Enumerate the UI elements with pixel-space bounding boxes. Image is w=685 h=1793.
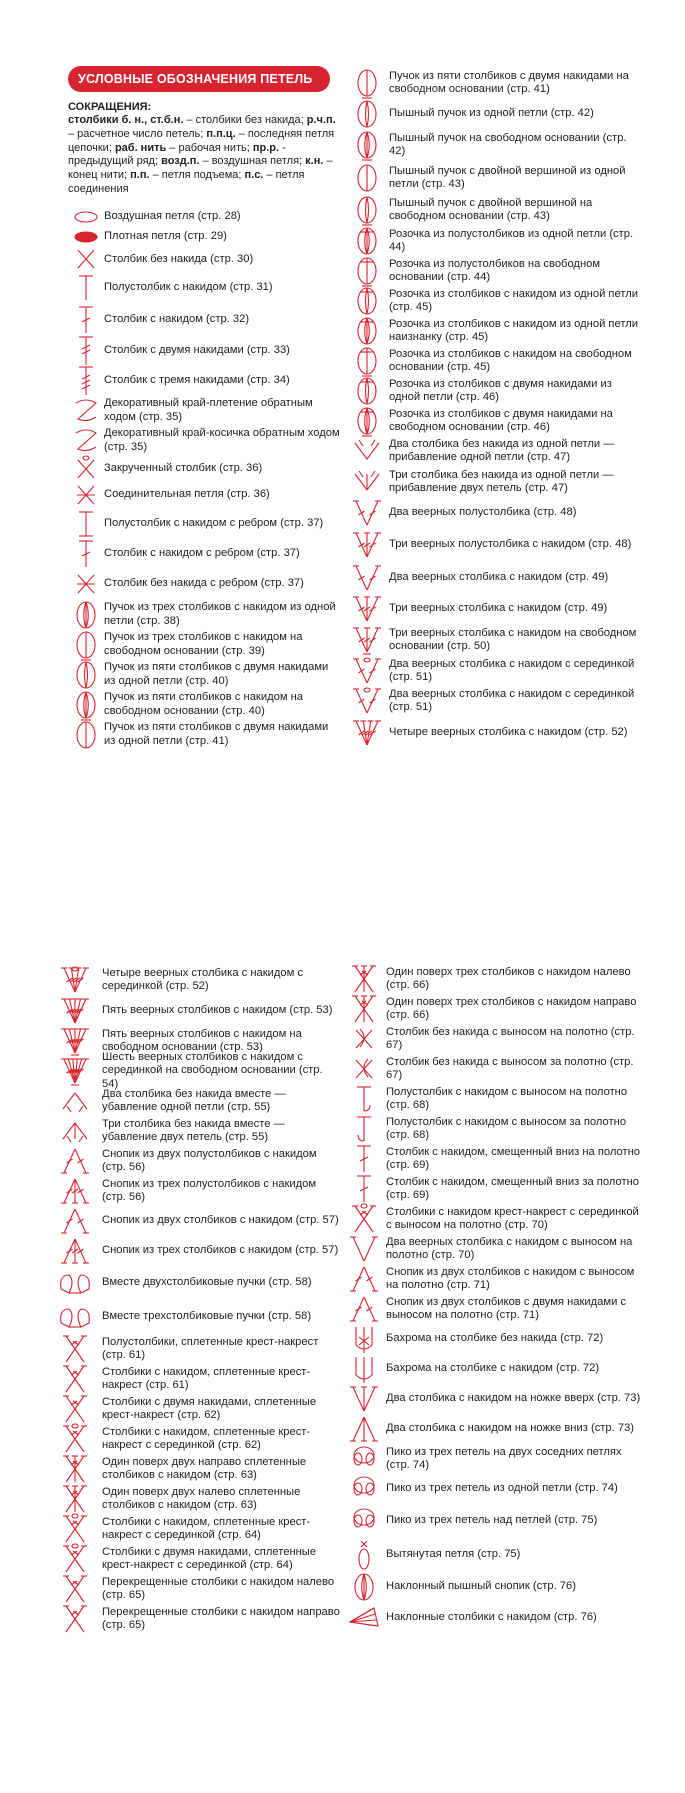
legend-row (342, 964, 642, 994)
legend-row (342, 1602, 642, 1634)
reverse-edge-icon (68, 396, 104, 426)
legend-label: Три веерных столбика с накидом на свободном основании (стр. 50) (389, 626, 637, 652)
double-crochet-icon (68, 304, 104, 336)
legend-row (68, 660, 340, 690)
abbreviation-definition: – петля соединения (68, 169, 305, 195)
abbreviation-definition: – рабочая нить; (166, 141, 253, 154)
abbreviation-definition: – воздушная петля; (199, 155, 306, 168)
legend-label: Розочка из столбиков с накидом из одной петли (стр. 45) (389, 287, 638, 313)
cluster-5-tr-icon (68, 660, 104, 690)
legend-row (345, 624, 645, 656)
legend-row (345, 316, 645, 346)
legend-row (68, 227, 340, 247)
fan-5-dc-free-icon (48, 1026, 102, 1056)
slanted-puff-icon (342, 1572, 386, 1602)
fringe-sc-icon (342, 1324, 386, 1354)
legend-row (342, 1324, 642, 1354)
legend-label: Полустолбик с накидом (стр. 31) (104, 281, 273, 294)
legend-row (48, 1116, 340, 1146)
legend-label: Вместе трехстолбиковые пучки (стр. 58) (102, 1310, 312, 1323)
legend-label: Столбики с двумя накидами, сплетенные крест-накрест с серединкой (стр. 64) (102, 1545, 317, 1571)
legend-row (342, 1384, 642, 1414)
abbreviations-text (68, 114, 340, 197)
crossed-tr-icon (48, 1394, 102, 1424)
legend-label: Розочка из столбиков с двумя накидами на свободном основании (стр. 46) (389, 407, 613, 433)
legend-label: Снопик из двух столбиков с накидом (стр. 57) (102, 1214, 339, 1227)
legend-row (345, 162, 645, 194)
legend-label: Столбик без накида с выносом за полотно (стр. 67) (386, 1055, 634, 1081)
legend-row (342, 1572, 642, 1602)
legend-label: Пучок из пяти столбиков с двумя накидами на свободном основании (стр. 41) (389, 69, 629, 95)
legend-row (68, 207, 340, 227)
fan-2-dc-ch-icon (345, 656, 389, 686)
legend-label: Столбик с накидом, смещенный вниз за полотно (стр. 69) (386, 1175, 639, 1201)
legend-label: Столбик с двумя накидами (стр. 33) (104, 344, 290, 357)
picot-3-over-icon (342, 1504, 386, 1538)
abbreviation-term: п.п. (130, 169, 150, 182)
legend-label: Пико из трех петель из одной петли (стр. 74) (386, 1482, 618, 1495)
symbol-list (345, 66, 645, 750)
legend-label: Столбики с накидом крест-накрест с серединкой с выносом на полотно (стр. 70) (386, 1205, 639, 1231)
sc-front-icon (342, 1024, 386, 1054)
abbreviations-heading: СОКРАЩЕНИЯ: (68, 101, 152, 113)
legend-label: Три столбика без накида вместе — убавление двух петель (стр. 55) (102, 1117, 285, 1143)
abbreviation-term: возд.п. (161, 155, 200, 168)
legend-label: Бахрома на столбике с накидом (стр. 72) (386, 1362, 600, 1375)
legend-row (342, 1538, 642, 1572)
legend-label: Пышный пучок из одной петли (стр. 42) (389, 107, 594, 120)
page2-right-column (342, 964, 642, 1634)
legend-label: Три веерных полустолбика с накидом (стр. 48) (389, 538, 632, 551)
legend-label: Воздушная петля (стр. 28) (104, 210, 241, 223)
legend-row (68, 600, 340, 630)
legend-row (48, 1050, 340, 1090)
sc-dec-2-icon (48, 1086, 102, 1116)
connecting-stitch-icon (68, 482, 104, 508)
fan-2-hdc-icon (345, 498, 389, 528)
legend-label: Декоративный край-косичка обратным ходом (стр. 35) (104, 427, 340, 453)
legend-row (342, 1444, 642, 1474)
fringe-dc-icon (342, 1354, 386, 1384)
over-two-left-icon (48, 1484, 102, 1514)
legend-row (345, 716, 645, 750)
cluster-5-tr-free-icon (345, 66, 389, 100)
fan-4-dc-icon (345, 716, 389, 750)
ribbed-half-double-icon (68, 508, 104, 540)
legend-label: Столбики с накидом, сплетенные крест-накрест (стр. 61) (102, 1365, 311, 1391)
legend-label: Снопик из трех полустолбиков с накидом (стр. 56) (102, 1177, 317, 1203)
popcorn-dc-back-icon (345, 316, 389, 346)
crossed-dc-icon (48, 1364, 102, 1394)
fan-3-dc-free-icon (345, 624, 389, 656)
legend-label: Столбик без накида с выносом на полотно (стр. 67) (386, 1025, 635, 1051)
legend-row (345, 562, 645, 594)
legend-row (48, 1514, 340, 1544)
legend-row (48, 964, 340, 996)
legend-label: Наклонный пышный снопик (стр. 76) (386, 1580, 576, 1593)
legend-label: Закрученный столбик (стр. 36) (104, 462, 263, 475)
legend-label: Два столбика с накидом на ножке вниз (стр. 73) (386, 1422, 635, 1435)
over-three-left-icon (342, 964, 386, 994)
legend-row (345, 656, 645, 686)
legend-label: Перекрещенные столбики с накидом налево (стр. 65) (102, 1575, 335, 1601)
legend-label: Три веерных столбика с накидом (стр. 49) (389, 602, 608, 615)
legend-row (68, 247, 340, 272)
legend-label: Пико из трех петель над петлей (стр. 75) (386, 1514, 598, 1527)
hdc-front-post-icon (342, 1084, 386, 1114)
cluster-5-tr2-icon (68, 720, 104, 750)
fan-2-fp-icon (342, 1234, 386, 1264)
legend-row (48, 1574, 340, 1604)
abbreviation-term: раб. нить (114, 141, 167, 154)
legend-label: Четыре веерных столбика с накидом с серединкой (стр. 52) (102, 966, 304, 992)
cluster-5-free-icon (68, 690, 104, 720)
legend-row (342, 1114, 642, 1144)
legend-row (48, 996, 340, 1026)
legend-label: Розочка из столбиков с накидом на свободном основании (стр. 45) (389, 347, 632, 373)
crossed-tr-ch-icon (48, 1544, 102, 1574)
legend-row (345, 466, 645, 498)
cluster-3-free-icon (68, 630, 104, 660)
braid-edge-icon (68, 426, 104, 456)
popcorn-hdc-icon (345, 226, 389, 256)
legend-row (48, 1454, 340, 1484)
fan-2-dc-ch2-icon (345, 686, 389, 716)
abbreviation-definition: – конец нити; (68, 155, 333, 182)
legend-row (345, 498, 645, 528)
legend-row (345, 376, 645, 406)
stem-down-icon (342, 1414, 386, 1444)
abbreviation-term: к.н. (305, 155, 324, 168)
dc-spike-front-icon (342, 1144, 386, 1174)
legend-row (68, 568, 340, 600)
sc-increase-2-icon (345, 436, 389, 466)
elongated-loop-icon (342, 1538, 386, 1572)
legend-label: Два столбика с накидом на ножке вверх (стр. 73) (386, 1392, 641, 1405)
cluster-2-together-icon (48, 1266, 102, 1300)
dc3tog-icon (48, 1236, 102, 1266)
picot-3-one-icon (342, 1474, 386, 1504)
legend-row (48, 1484, 340, 1514)
legend-row (342, 1264, 642, 1294)
legend-row (342, 1144, 642, 1174)
legend-row (68, 540, 340, 568)
legend-row (345, 286, 645, 316)
crossed-hdc-icon (48, 1334, 102, 1364)
legend-label: Бахрома на столбике без накида (стр. 72) (386, 1332, 604, 1345)
fan-4-dc-ch-icon (48, 964, 102, 996)
page-title: УСЛОВНЫЕ ОБОЗНАЧЕНИЯ ПЕТЕЛЬ (68, 66, 330, 92)
legend-label: Плотная петля (стр. 29) (104, 230, 227, 243)
legend-row (68, 366, 340, 396)
legend-row (68, 336, 340, 366)
legend-row (48, 1364, 340, 1394)
abbreviation-definition: – расчетное число петель; (68, 127, 207, 140)
single-crochet-icon (68, 247, 104, 272)
legend-label: Столбики с двумя накидами, сплетенные крест-накрест (стр. 62) (102, 1395, 317, 1421)
abbreviation-term: р.ч.п. (306, 114, 336, 126)
fan-2-dc-icon (345, 562, 389, 594)
legend-label: Розочка из полустолбиков из одной петли (стр. 44) (389, 227, 634, 253)
legend-label: Полустолбик с накидом с ребром (стр. 37) (104, 517, 324, 530)
legend-label: Столбики с накидом, сплетенные крест-накрест с серединкой (стр. 64) (102, 1515, 311, 1541)
legend-row (345, 406, 645, 436)
legend-row (68, 304, 340, 336)
legend-row (345, 194, 645, 226)
legend-row (48, 1146, 340, 1176)
legend-label: Розочка из столбиков с накидом из одной петли наизнанку (стр. 45) (389, 317, 638, 343)
abbreviation-definition: – последняя петля цепочки; (68, 127, 335, 154)
legend-row (342, 1504, 642, 1538)
legend-label: Полустолбики, сплетенные крест-накрест (стр. 61) (102, 1335, 319, 1361)
legend-row (342, 1294, 642, 1324)
legend-label: Пышный пучок с двойной вершиной на свободном основании (стр. 43) (389, 196, 593, 222)
puff-stitch-icon (345, 100, 389, 128)
legend-label: Вытянутая петля (стр. 75) (386, 1548, 521, 1561)
abbreviation-term: столбики б. н., ст.б.н. (68, 114, 184, 126)
legend-row (345, 256, 645, 286)
symbol-list (48, 964, 340, 1634)
legend-row (68, 720, 340, 750)
legend-label: Перекрещенные столбики с накидом направо (стр. 65) (102, 1605, 340, 1631)
legend-row (48, 1334, 340, 1364)
legend-row (68, 630, 340, 660)
slanted-dc-icon (342, 1602, 386, 1634)
crossed-fp-ch-icon (342, 1204, 386, 1234)
legend-row (68, 272, 340, 304)
legend-row (342, 1234, 642, 1264)
sc-dec-3-icon (48, 1116, 102, 1146)
legend-row (68, 482, 340, 508)
over-three-right-icon (342, 994, 386, 1024)
legend-label: Соединительная петля (стр. 36) (104, 488, 270, 501)
legend-label: Пучок из трех столбиков с накидом из одной петли (стр. 38) (104, 601, 336, 627)
puff-double-top-icon (345, 162, 389, 194)
legend-label: Наклонные столбики с накидом (стр. 76) (386, 1611, 597, 1624)
legend-label: Два столбика без накида вместе — убавление одной петли (стр. 55) (102, 1087, 286, 1113)
ribbed-single-icon (68, 568, 104, 600)
legend-label: Два веерных столбика с накидом (стр. 49) (389, 571, 609, 584)
fan-5-dc-icon (48, 996, 102, 1026)
half-double-crochet-icon (68, 272, 104, 304)
legend-label: Шесть веерных столбиков с накидом с серединкой на свободном основании (стр. 54) (102, 1050, 323, 1090)
tr2tog-fp-icon (342, 1294, 386, 1324)
hdc3tog-icon (48, 1176, 102, 1206)
legend-label: Снопик из трех столбиков с накидом (стр. 57) (102, 1244, 339, 1257)
legend-label: Полустолбик с накидом с выносом за полотно (стр. 68) (386, 1115, 627, 1141)
legend-label: Столбик без накида (стр. 30) (104, 252, 254, 265)
dc2tog-fp-icon (342, 1264, 386, 1294)
crossed-right-icon (48, 1604, 102, 1634)
legend-row (68, 456, 340, 482)
legend-label: Один поверх трех столбиков с накидом направо (стр. 66) (386, 995, 637, 1021)
legend-label: Пышный пучок с двойной вершиной из одной петли (стр. 43) (389, 164, 626, 190)
legend-label: Столбик с накидом (стр. 32) (104, 313, 250, 326)
abbreviation-definition: - предыдущий ряд; (68, 141, 286, 168)
legend-label: Два столбика без накида из одной петли — прибавление одной петли (стр. 47) (389, 437, 615, 463)
legend-row (345, 686, 645, 716)
page1-right-column (345, 66, 645, 750)
legend-row (48, 1206, 340, 1236)
legend-label: Столбики с накидом, сплетенные крест-накрест с серединкой (стр. 62) (102, 1425, 311, 1451)
legend-row (342, 1354, 642, 1384)
legend-label: Пять веерных столбиков с накидом на свободном основании (стр. 53) (102, 1027, 302, 1053)
legend-row (345, 594, 645, 624)
legend-label: Декоративный край-плетение обратным ходом (стр. 35) (104, 397, 313, 423)
over-two-right-icon (48, 1454, 102, 1484)
symbol-list (68, 207, 340, 750)
abbreviation-term: п.с. (244, 169, 264, 182)
legend-label: Пучок из пяти столбиков с накидом на свободном основании (стр. 40) (104, 691, 304, 717)
cluster-3-icon (68, 600, 104, 630)
legend-row (342, 1204, 642, 1234)
legend-label: Столбик с тремя накидами (стр. 34) (104, 374, 290, 387)
legend-row (48, 1086, 340, 1116)
legend-label: Полустолбик с накидом с выносом на полотно (стр. 68) (386, 1085, 628, 1111)
legend-row (345, 66, 645, 100)
crossed-left-icon (48, 1574, 102, 1604)
legend-label: Розочка из столбиков с двумя накидами из одной петли (стр. 46) (389, 377, 612, 403)
symbol-list (342, 964, 642, 1634)
puff-double-top-free-icon (345, 194, 389, 226)
legend-row (48, 1604, 340, 1634)
hdc2tog-icon (48, 1146, 102, 1176)
popcorn-hdc-free-icon (345, 256, 389, 286)
abbreviation-term: пр.р. (252, 141, 280, 154)
legend-row (68, 396, 340, 426)
sc-back-icon (342, 1054, 386, 1084)
legend-label: Два веерных столбика с накидом с серединкой (стр. 51) (389, 687, 635, 713)
legend-row (48, 1394, 340, 1424)
fan-6-dc-free-icon (48, 1056, 102, 1086)
legend-label: Снопик из двух столбиков с двумя накидами с выносом на полотно (стр. 71) (386, 1295, 627, 1321)
popcorn-tr-free-icon (345, 406, 389, 436)
crossed-dc-ch2-icon (48, 1514, 102, 1544)
picot-3-neighbor-icon (342, 1444, 386, 1474)
legend-label: Столбик с накидом, смещенный вниз на полотно (стр. 69) (386, 1145, 641, 1171)
abbreviation-definition: – столбики без накида; (183, 114, 307, 126)
legend-row (342, 1084, 642, 1114)
legend-label: Два веерных полустолбика (стр. 48) (389, 506, 577, 519)
popcorn-dc-free-icon (345, 346, 389, 376)
legend-label: Один поверх двух налево сплетенные столбиков с накидом (стр. 63) (102, 1485, 301, 1511)
page2-left-column (48, 964, 340, 1634)
legend-row (345, 436, 645, 466)
legend-label: Два веерных столбика с накидом с выносом на полотно (стр. 70) (386, 1235, 633, 1261)
legend-label: Один поверх двух направо сплетенные столбиков с накидом (стр. 63) (102, 1455, 307, 1481)
legend-row (342, 1174, 642, 1204)
puff-free-icon (345, 128, 389, 162)
legend-label: Три столбика без накида из одной петли — прибавление двух петель (стр. 47) (389, 468, 614, 494)
legend-label: Один поверх трех столбиков с накидом налево (стр. 66) (386, 965, 631, 991)
legend-label: Пучок из трех столбиков с накидом на свободном основании (стр. 39) (104, 631, 303, 657)
legend-row (345, 226, 645, 256)
twisted-stitch-icon (68, 456, 104, 482)
legend-label: Снопик из двух столбиков с накидом с выносом на полотно (стр. 71) (386, 1265, 635, 1291)
crossed-dc-ch-icon (48, 1424, 102, 1454)
ribbed-double-icon (68, 540, 104, 568)
legend-row (48, 1424, 340, 1454)
legend-row (48, 1544, 340, 1574)
fan-3-dc-icon (345, 594, 389, 624)
legend-label: Два веерных столбика с накидом с серединкой (стр. 51) (389, 657, 635, 683)
legend-row (345, 528, 645, 562)
fan-3-hdc-icon (345, 528, 389, 562)
treble-crochet-icon (68, 336, 104, 366)
legend-row (342, 994, 642, 1024)
sc-increase-3-icon (345, 466, 389, 498)
legend-label: Пять веерных столбиков с накидом (стр. 53) (102, 1004, 333, 1017)
legend-label: Вместе двухстолбиковые пучки (стр. 58) (102, 1276, 312, 1289)
legend-label: Снопик из двух полустолбиков с накидом (стр. 56) (102, 1147, 317, 1173)
legend-label: Столбик без накида с ребром (стр. 37) (104, 577, 304, 590)
legend-label: Столбик с накидом с ребром (стр. 37) (104, 547, 300, 560)
legend-label: Пико из трех петель на двух соседних петлях (стр. 74) (386, 1445, 622, 1471)
legend-row (342, 1414, 642, 1444)
dc-spike-back-icon (342, 1174, 386, 1204)
dc2tog-icon (48, 1206, 102, 1236)
legend-row (68, 508, 340, 540)
popcorn-dc-icon (345, 286, 389, 316)
legend-row (342, 1054, 642, 1084)
legend-row (48, 1236, 340, 1266)
hdc-back-post-icon (342, 1114, 386, 1144)
legend-row (345, 128, 645, 162)
legend-label: Четыре веерных столбика с накидом (стр. 52) (389, 726, 628, 739)
legend-label: Пышный пучок на свободном основании (стр. 42) (389, 131, 627, 157)
abbreviation-term: п.п.ц. (206, 127, 236, 140)
legend-label: Пучок из пяти столбиков с двумя накидами из одной петли (стр. 40) (104, 661, 329, 687)
legend-row (342, 1474, 642, 1504)
stem-up-icon (342, 1384, 386, 1414)
popcorn-tr-icon (345, 376, 389, 406)
legend-row (48, 1266, 340, 1300)
legend-row (342, 1024, 642, 1054)
legend-row (345, 346, 645, 376)
legend-label: Пучок из пяти столбиков с двумя накидами из одной петли (стр. 41) (104, 721, 329, 747)
legend-row (345, 100, 645, 128)
legend-label: Розочка из полустолбиков на свободном основании (стр. 44) (389, 257, 601, 283)
legend-row (68, 690, 340, 720)
abbreviation-definition: – петля подъема; (149, 169, 245, 182)
double-treble-crochet-icon (68, 366, 104, 396)
cluster-3-together-icon (48, 1300, 102, 1334)
legend-row (48, 1176, 340, 1206)
legend-row (48, 1300, 340, 1334)
legend-row (68, 426, 340, 456)
page1-left-column (68, 66, 340, 750)
